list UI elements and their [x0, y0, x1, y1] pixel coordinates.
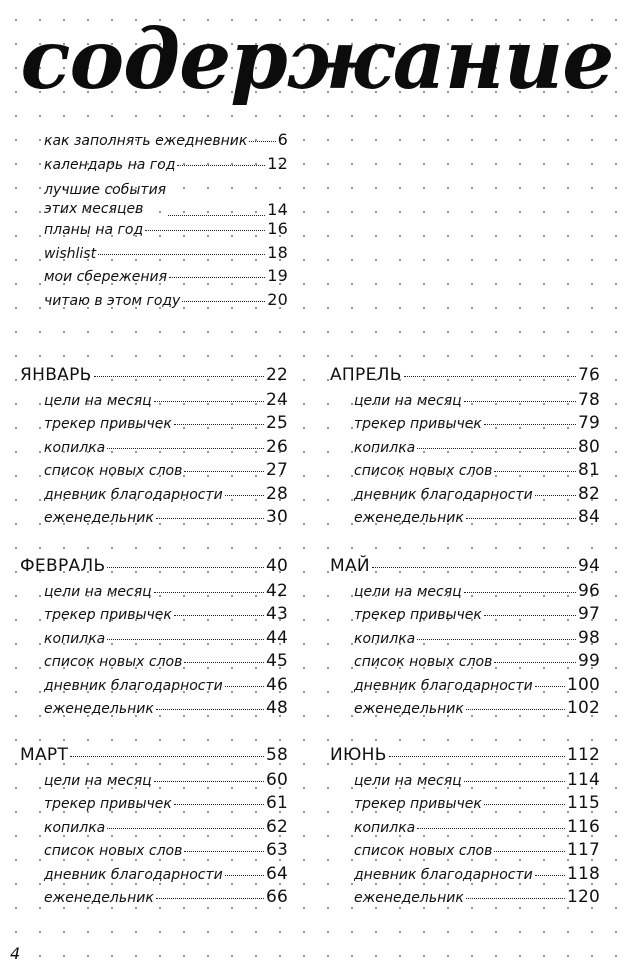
toc-entry[interactable] [20, 581, 288, 604]
toc-entry-label: еженедельник [354, 700, 464, 717]
toc-entry-page: 97 [577, 604, 600, 625]
month-page: 76 [577, 365, 600, 385]
dot-leader [107, 827, 264, 829]
dot-leader [417, 827, 565, 829]
dot-leader [466, 897, 565, 899]
toc-entry[interactable] [330, 651, 600, 674]
month-heading[interactable] [330, 365, 600, 390]
toc-entry-label: трекер привычек [354, 607, 482, 624]
toc-entry[interactable] [20, 604, 288, 627]
dot-leader [484, 423, 576, 425]
month-section-february [20, 556, 288, 721]
dot-leader [107, 566, 263, 568]
toc-entry-page: 43 [265, 604, 288, 625]
toc-entry[interactable] [20, 507, 288, 530]
dot-leader [156, 517, 264, 519]
toc-entry-page: 42 [265, 581, 288, 601]
toc-entry[interactable] [44, 243, 288, 267]
dot-leader [494, 470, 576, 472]
toc-entry-label: трекер привычек [44, 416, 172, 433]
page-title: содержание [20, 12, 614, 108]
toc-entry-page: 81 [577, 460, 600, 481]
dot-leader [494, 850, 565, 852]
toc-entry-label: wishlist [44, 245, 97, 262]
toc-entry[interactable] [330, 698, 600, 721]
toc-entry-label: цели на месяц [354, 393, 462, 409]
toc-entry[interactable] [330, 413, 600, 436]
dot-leader [404, 375, 576, 377]
toc-entry[interactable] [44, 266, 288, 290]
toc-entry-page: 66 [265, 886, 288, 907]
dot-leader [249, 140, 275, 142]
toc-entry-page: 100 [566, 674, 600, 695]
toc-entry-label: еженедельник [354, 889, 464, 906]
toc-entry-label: еженедельник [354, 509, 464, 526]
month-heading[interactable] [20, 556, 288, 581]
toc-entry-label: дневник благодарности [44, 677, 223, 694]
toc-entry-label: список новых слов [354, 843, 493, 860]
toc-entry[interactable] [44, 130, 288, 154]
dot-leader [107, 638, 264, 640]
month-section-january [20, 365, 288, 530]
toc-entry-label: трекер привычек [354, 416, 482, 433]
toc-entry[interactable] [330, 770, 600, 793]
dot-leader [174, 423, 264, 425]
toc-entry-label: список новых слов [44, 654, 183, 671]
toc-entry-page: 80 [577, 436, 600, 457]
toc-entry-label: дневник благодарности [354, 486, 533, 503]
dot-leader [535, 494, 576, 496]
toc-entry-label: копилка [44, 630, 106, 647]
toc-entry-page: 30 [265, 506, 288, 527]
month-heading[interactable] [20, 745, 288, 770]
toc-entry-label: список новых слов [354, 654, 493, 671]
toc-entry-label: трекер привычек [354, 796, 482, 813]
toc-entry-label: копилка [44, 819, 106, 836]
toc-entry-label: еженедельник [44, 509, 154, 526]
toc-entry[interactable] [20, 675, 288, 698]
toc-entry-label: дневник благодарности [44, 486, 223, 503]
dot-leader [94, 375, 264, 377]
toc-entry[interactable] [330, 793, 600, 816]
toc-entry-label: копилка [44, 439, 106, 456]
toc-entry[interactable] [44, 219, 288, 243]
toc-entry[interactable] [20, 793, 288, 816]
dot-leader [464, 780, 565, 782]
month-name: МАЙ [330, 556, 370, 576]
dot-leader [184, 850, 264, 852]
toc-entry[interactable] [330, 604, 600, 627]
dot-leader [107, 447, 264, 449]
toc-entry-page: 25 [265, 413, 288, 434]
toc-entry[interactable] [330, 817, 600, 840]
toc-entry[interactable] [330, 460, 600, 483]
toc-entry-label: читаю в этом году [44, 292, 181, 309]
dot-leader [174, 614, 264, 616]
dot-leader [389, 755, 565, 757]
toc-entry-label: список новых слов [44, 463, 183, 480]
toc-entry-page: 45 [265, 651, 288, 672]
toc-entry-page: 14 [267, 200, 288, 219]
toc-entry-label: цели на месяц [44, 393, 152, 409]
toc-entry-page: 120 [566, 886, 600, 907]
toc-entry-page: 118 [566, 863, 600, 884]
toc-entry-label: цели на месяц [354, 773, 462, 789]
toc-entry[interactable] [20, 887, 288, 910]
toc-entry-page: 64 [265, 863, 288, 884]
dot-leader [535, 874, 565, 876]
toc-entry-page: 12 [267, 153, 288, 173]
toc-entry-page: 62 [265, 816, 288, 837]
month-page: 40 [265, 556, 288, 576]
dot-leader [494, 661, 576, 663]
toc-entry-page: 16 [267, 219, 288, 238]
toc-entry[interactable] [330, 581, 600, 604]
dot-leader [169, 276, 265, 278]
toc-entry-page: 102 [566, 697, 600, 718]
toc-entry[interactable] [20, 864, 288, 887]
toc-entry-page: 18 [267, 242, 288, 262]
toc-entry-label: дневник благодарности [354, 677, 533, 694]
toc-entry-page: 78 [577, 390, 600, 410]
month-name: МАРТ [20, 745, 69, 765]
toc-entry-page: 98 [577, 627, 600, 648]
toc-entry-label: календарь на год [44, 156, 176, 173]
toc-entry-page: 6 [277, 130, 288, 149]
toc-entry-label: список новых слов [354, 463, 493, 480]
toc-entry-label: цели на месяц [44, 584, 152, 600]
toc-entry-page: 24 [265, 390, 288, 410]
toc-entry-label: копилка [354, 439, 416, 456]
month-page: 22 [265, 365, 288, 385]
toc-entry-page: 26 [265, 436, 288, 457]
toc-entry[interactable] [330, 437, 600, 460]
toc-entry[interactable] [330, 484, 600, 507]
month-heading[interactable] [20, 365, 288, 390]
dot-leader [145, 229, 265, 231]
toc-entry[interactable] [20, 840, 288, 863]
dot-leader [154, 591, 264, 593]
dot-leader [372, 566, 576, 568]
toc-entry[interactable] [20, 770, 288, 793]
month-section-april [330, 365, 600, 530]
page-number: 4 [10, 944, 21, 963]
intro-toc [44, 130, 288, 313]
dot-leader [156, 897, 264, 899]
month-name: ФЕВРАЛЬ [20, 556, 106, 576]
toc-entry-page: 116 [566, 816, 600, 837]
dot-leader [484, 803, 565, 805]
toc-entry[interactable] [44, 154, 288, 178]
dot-leader [417, 638, 576, 640]
toc-entry[interactable] [330, 507, 600, 530]
dot-leader [184, 661, 264, 663]
toc-entry-label: мои сбережения [44, 269, 168, 285]
toc-entry[interactable] [20, 413, 288, 436]
month-page: 94 [577, 556, 600, 576]
toc-entry[interactable] [330, 675, 600, 698]
toc-entry-label: цели на месяц [44, 773, 152, 789]
toc-entry[interactable] [20, 651, 288, 674]
toc-entry-page: 28 [265, 483, 288, 504]
toc-entry-label: планы на год [44, 222, 144, 238]
toc-entry-page: 115 [566, 793, 600, 814]
toc-entry-label: как заполнять ежедневник [44, 133, 248, 149]
toc-entry-label: лучшие события этих месяцев [44, 182, 167, 217]
dot-leader [466, 708, 565, 710]
dot-leader [156, 708, 264, 710]
toc-entry[interactable] [20, 628, 288, 651]
toc-entry-page: 96 [577, 581, 600, 601]
dot-leader [484, 614, 576, 616]
toc-entry-label: список новых слов [44, 843, 183, 860]
toc-entry[interactable] [44, 290, 288, 314]
dot-leader [154, 780, 264, 782]
month-section-june [330, 745, 600, 910]
month-page: 112 [566, 745, 600, 765]
dot-leader [225, 494, 264, 496]
dot-leader [464, 400, 576, 402]
month-name: ИЮНЬ [330, 745, 387, 765]
toc-entry-page: 20 [267, 289, 288, 309]
dot-leader [535, 685, 565, 687]
toc-entry-page: 114 [566, 770, 600, 790]
dot-leader [98, 253, 265, 255]
month-section-march [20, 745, 288, 910]
toc-entry-label: копилка [354, 630, 416, 647]
dot-leader [417, 447, 576, 449]
toc-entry-page: 117 [566, 840, 600, 861]
dot-leader [464, 591, 576, 593]
toc-entry-page: 46 [265, 674, 288, 695]
toc-entry[interactable] [330, 864, 600, 887]
month-section-may [330, 556, 600, 721]
toc-entry[interactable] [20, 484, 288, 507]
dot-leader [182, 300, 265, 302]
toc-entry-label: еженедельник [44, 889, 154, 906]
dot-leader [225, 874, 264, 876]
toc-entry-page: 82 [577, 483, 600, 504]
toc-entry-label: копилка [354, 819, 416, 836]
toc-entry-label: дневник благодарности [354, 866, 533, 883]
toc-entry[interactable] [330, 390, 600, 413]
toc-entry[interactable] [20, 437, 288, 460]
dot-leader [174, 803, 264, 805]
dot-leader [168, 214, 265, 216]
dot-leader [225, 685, 264, 687]
toc-entry-page: 48 [265, 697, 288, 718]
toc-entry[interactable] [330, 840, 600, 863]
toc-entry[interactable] [330, 628, 600, 651]
toc-entry[interactable] [20, 698, 288, 721]
month-name: ЯНВАРЬ [20, 365, 92, 385]
toc-entry[interactable] [20, 460, 288, 483]
dot-leader [177, 164, 265, 166]
toc-entry-page: 44 [265, 627, 288, 648]
toc-entry-page: 79 [577, 413, 600, 434]
toc-entry-page: 19 [267, 266, 288, 285]
dot-leader [466, 517, 576, 519]
month-heading[interactable] [330, 556, 600, 581]
toc-entry-label: дневник благодарности [44, 866, 223, 883]
toc-entry-label: еженедельник [44, 700, 154, 717]
toc-entry[interactable] [20, 390, 288, 413]
dot-leader [184, 470, 264, 472]
toc-entry-page: 84 [577, 506, 600, 527]
month-name: АПРЕЛЬ [330, 365, 402, 385]
month-page: 58 [265, 745, 288, 765]
toc-entry-label: трекер привычек [44, 796, 172, 813]
toc-entry-page: 27 [265, 460, 288, 481]
toc-entry-page: 99 [577, 651, 600, 672]
toc-entry[interactable] [330, 887, 600, 910]
toc-entry[interactable] [44, 177, 288, 219]
dot-leader [154, 400, 264, 402]
toc-entry-page: 60 [265, 770, 288, 790]
toc-entry-page: 63 [265, 840, 288, 861]
toc-entry-label: трекер привычек [44, 607, 172, 624]
toc-entry[interactable] [20, 817, 288, 840]
month-heading[interactable] [330, 745, 600, 770]
toc-entry-label: цели на месяц [354, 584, 462, 600]
dot-leader [70, 755, 264, 757]
toc-entry-page: 61 [265, 793, 288, 814]
